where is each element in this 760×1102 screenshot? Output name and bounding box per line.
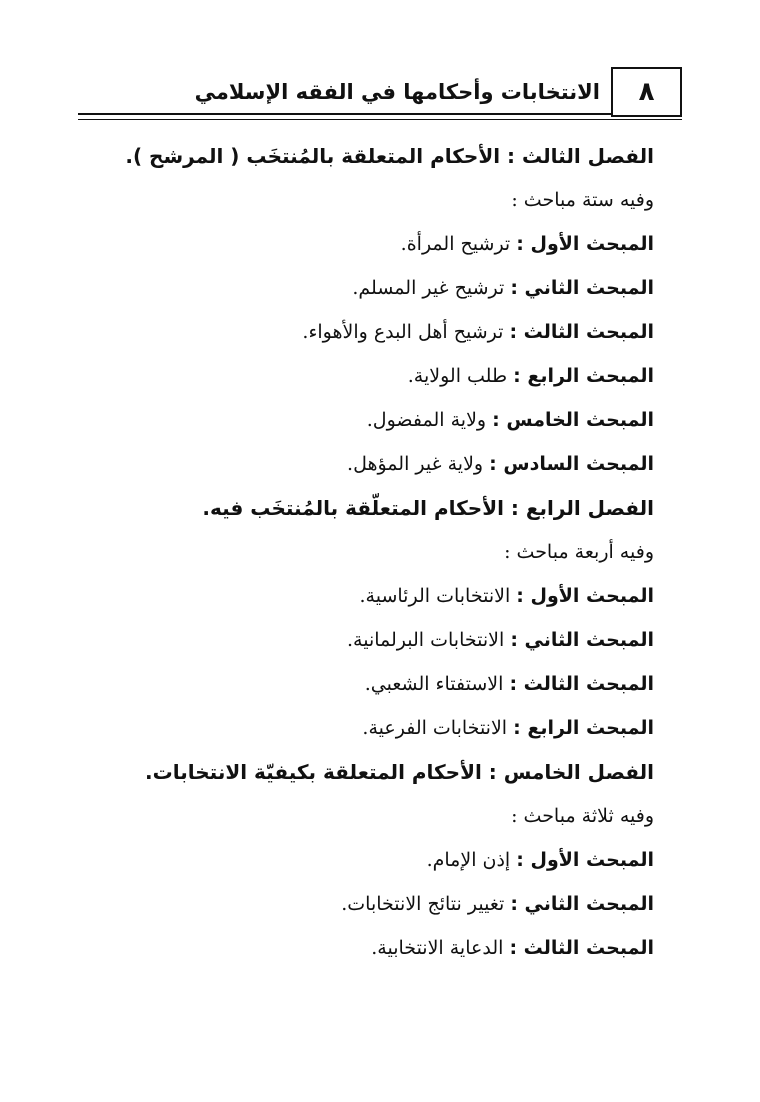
page-number: ٨ (638, 77, 655, 107)
topic-label: المبحث السادس : (489, 453, 654, 475)
topic-line (94, 618, 654, 662)
topic-label: المبحث الأول : (516, 849, 654, 871)
topic-line (94, 442, 654, 486)
topic-label: المبحث الثاني : (510, 893, 654, 915)
topic-label: المبحث الثالث : (509, 937, 654, 959)
topic-line (94, 662, 654, 706)
topic-line (94, 838, 654, 882)
chapter-intro: وفيه ستة مباحث : (511, 189, 654, 211)
topic-line (94, 354, 654, 398)
chapter-heading: الفصل الخامس : الأحكام المتعلقة بكيفيّة الانتخابات. (145, 760, 654, 784)
topic-text: الانتخابات البرلمانية. (346, 629, 505, 651)
topic-text: الانتخابات الفرعية. (362, 717, 508, 739)
topic-text: ولاية غير المؤهل. (347, 453, 484, 475)
topic-label: المبحث الثالث : (509, 321, 654, 343)
topic-text: ترشيح المرأة. (400, 233, 511, 255)
topic-line (94, 266, 654, 310)
topic-text: ولاية المفضول. (366, 409, 487, 431)
topic-label: المبحث الرابع : (513, 365, 654, 387)
topic-label: المبحث الثاني : (510, 629, 654, 651)
running-header-title: الانتخابات وأحكامها في الفقه الإسلامي (194, 80, 600, 104)
topic-line (94, 574, 654, 618)
topic-text: طلب الولاية. (407, 365, 508, 387)
chapter-intro: وفيه أربعة مباحث : (504, 541, 654, 563)
header-rule-thin (78, 119, 682, 120)
topic-line (94, 222, 654, 266)
chapter-intro: وفيه ثلاثة مباحث : (511, 805, 654, 827)
topic-line (94, 398, 654, 442)
topic-label: المبحث الثالث : (509, 673, 654, 695)
page-number-box (611, 67, 682, 117)
topic-label: المبحث الأول : (516, 233, 654, 255)
topic-line (94, 882, 654, 926)
topic-text: الدعاية الانتخابية. (371, 937, 504, 959)
topic-line (94, 310, 654, 354)
contents-body (94, 134, 654, 970)
topic-label: المبحث الخامس : (492, 409, 654, 431)
topic-text: الاستفتاء الشعبي. (364, 673, 504, 695)
chapter-heading: الفصل الرابع : الأحكام المتعلّقة بالمُنتخَب فيه. (202, 496, 654, 520)
topic-line (94, 926, 654, 970)
topic-label: المبحث الأول : (516, 585, 654, 607)
topic-text: الانتخابات الرئاسية. (359, 585, 511, 607)
topic-text: ترشيح أهل البدع والأهواء. (302, 321, 504, 343)
chapter-heading: الفصل الثالث : الأحكام المتعلقة بالمُنتخَب ( المرشح ). (125, 144, 654, 168)
topic-text: ترشيح غير المسلم. (352, 277, 505, 299)
topic-text: تغيير نتائج الانتخابات. (341, 893, 505, 915)
topic-text: إذن الإمام. (426, 849, 511, 871)
topic-label: المبحث الرابع : (513, 717, 654, 739)
topic-label: المبحث الثاني : (510, 277, 654, 299)
topic-line (94, 706, 654, 750)
header-rule-thick (78, 113, 682, 115)
